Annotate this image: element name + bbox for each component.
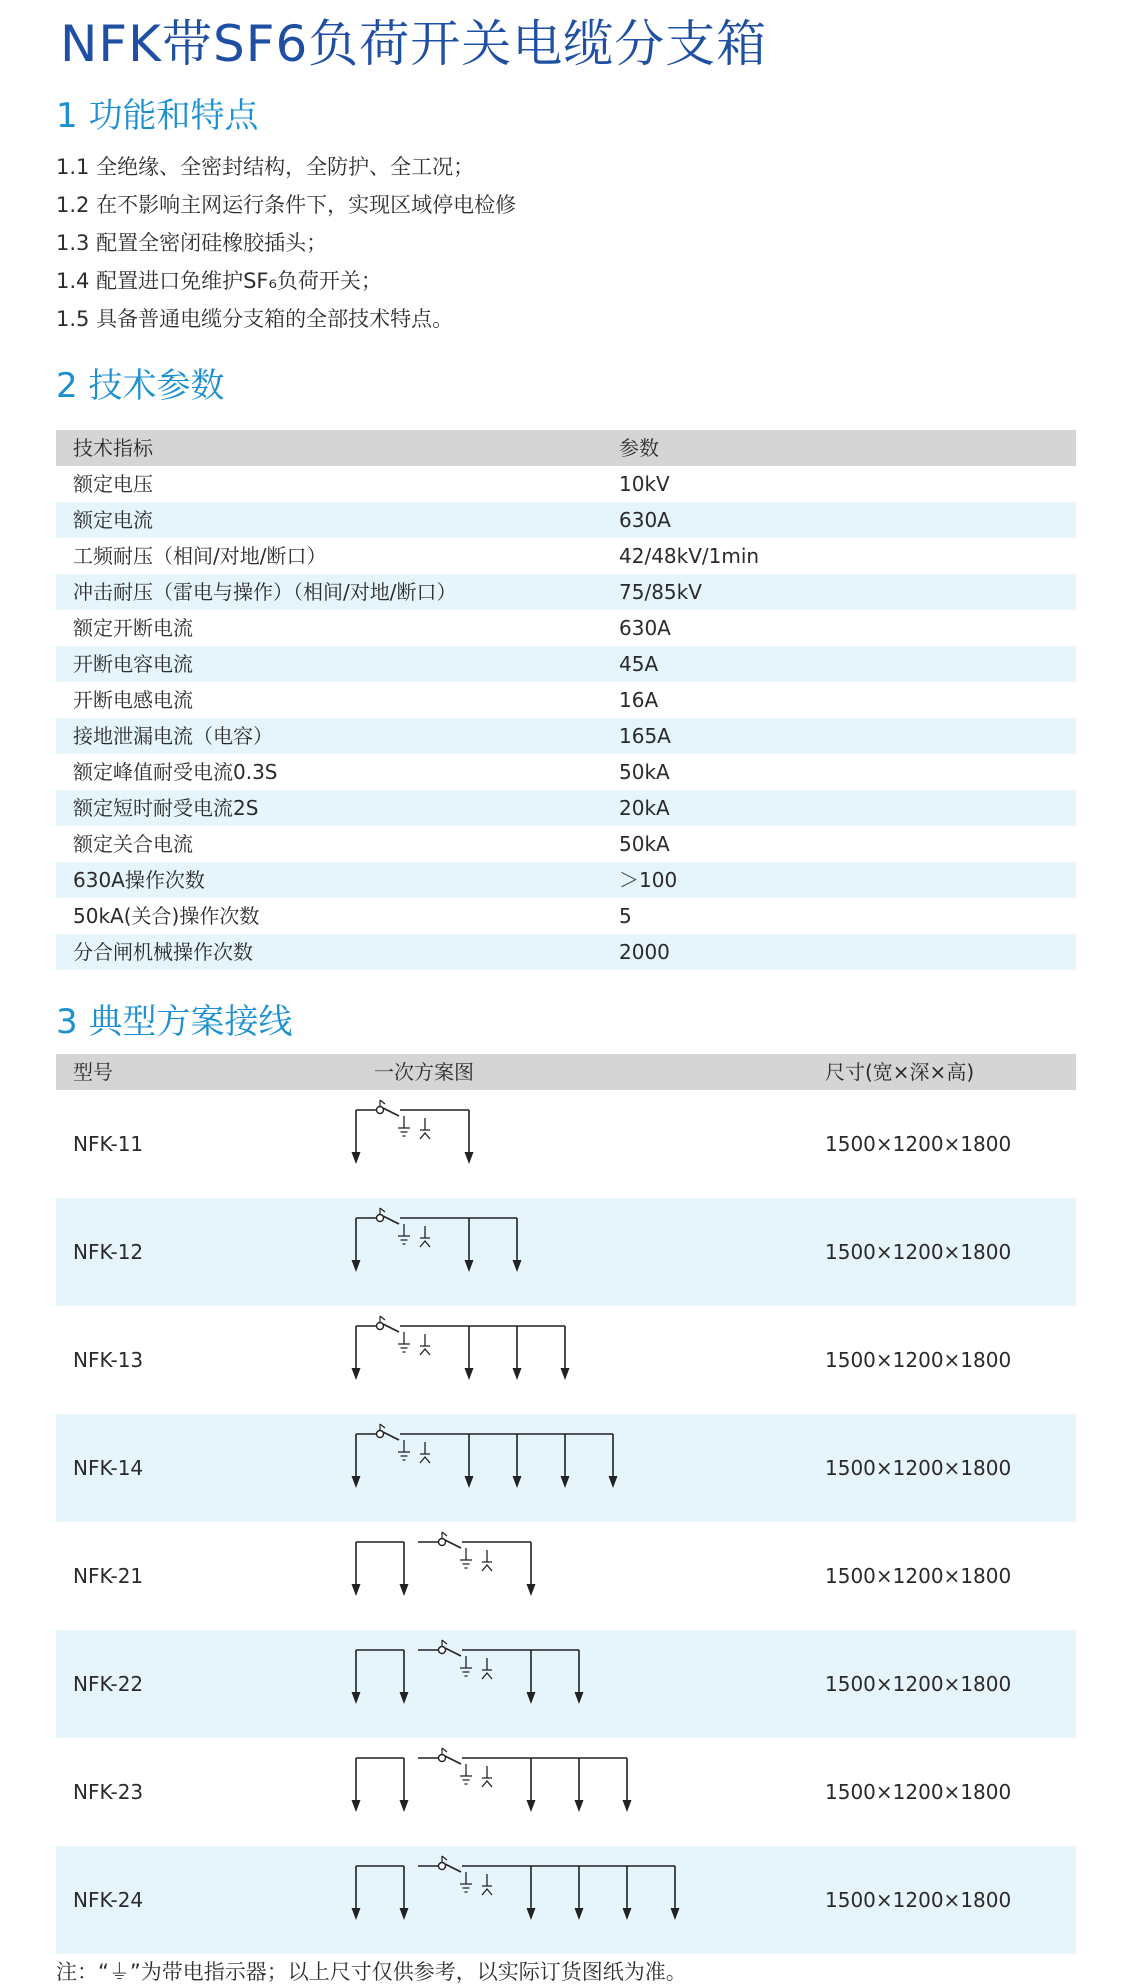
- scheme-model: NFK-11: [73, 1132, 144, 1156]
- feature-item: 1.5 具备普通电缆分支箱的全部技术特点。: [56, 307, 454, 331]
- table-row: [56, 934, 1076, 970]
- switch-blade-icon: [383, 1108, 399, 1116]
- live-indicator-icon: [420, 1226, 430, 1247]
- scheme-dimensions: 1500×1200×1800: [825, 1672, 1012, 1696]
- scheme-header-dims: 尺寸(宽×深×高): [825, 1060, 975, 1084]
- page-title: NFK带SF6负荷开关电缆分支箱: [60, 15, 768, 73]
- table-row: [56, 646, 1076, 682]
- table-row: [56, 898, 1076, 934]
- breaker-contact-icon: [377, 1431, 384, 1438]
- breaker-contact-icon: [377, 1323, 384, 1330]
- table-row: [56, 1198, 1076, 1306]
- cable-arrow-icon: [465, 1260, 474, 1272]
- spec-value: ＞100: [619, 868, 678, 892]
- table-row: [56, 466, 1076, 502]
- spec-value: 45A: [619, 652, 659, 676]
- operating-mechanism-icon: [442, 1640, 447, 1646]
- spec-value: 10kV: [619, 472, 670, 496]
- spec-table-header: [56, 430, 1076, 466]
- spec-header-value: 参数: [619, 436, 659, 460]
- cable-arrow-icon: [352, 1152, 361, 1164]
- table-row: [56, 754, 1076, 790]
- live-indicator-icon: [482, 1550, 492, 1571]
- cable-arrow-icon: [527, 1908, 536, 1920]
- single-line-diagram: [356, 1630, 686, 1738]
- switch-blade-icon: [383, 1324, 399, 1332]
- spec-indicator: 分合闸机械操作次数: [73, 940, 253, 964]
- single-line-diagram: [356, 1414, 686, 1522]
- cable-arrow-icon: [400, 1584, 409, 1596]
- cable-arrow-icon: [513, 1368, 522, 1380]
- spec-value: 50kA: [619, 832, 670, 856]
- table-row: [56, 790, 1076, 826]
- cable-arrow-icon: [561, 1476, 570, 1488]
- breaker-contact-icon: [439, 1647, 446, 1654]
- operating-mechanism-icon: [380, 1208, 385, 1214]
- table-row: [56, 1522, 1076, 1630]
- live-indicator-icon: [420, 1442, 430, 1463]
- cable-arrow-icon: [465, 1152, 474, 1164]
- spec-indicator: 630A操作次数: [73, 868, 205, 892]
- footnote: 注：“⏚”为带电指示器；以上尺寸仅供参考，以实际订货图纸为准。: [56, 1960, 687, 1984]
- cable-arrow-icon: [400, 1800, 409, 1812]
- spec-value: 630A: [619, 508, 671, 532]
- scheme-dimensions: 1500×1200×1800: [825, 1888, 1012, 1912]
- table-row: [56, 502, 1076, 538]
- live-indicator-icon: [482, 1874, 492, 1895]
- scheme-header-diagram: 一次方案图: [374, 1060, 474, 1084]
- cable-arrow-icon: [400, 1692, 409, 1704]
- ground-switch-icon: [398, 1116, 410, 1136]
- scheme-dimensions: 1500×1200×1800: [825, 1564, 1012, 1588]
- spec-indicator: 开断电容电流: [73, 652, 193, 676]
- cable-arrow-icon: [465, 1368, 474, 1380]
- scheme-model: NFK-22: [73, 1672, 144, 1696]
- scheme-table-header: [56, 1054, 1076, 1090]
- spec-value: 165A: [619, 724, 671, 748]
- live-indicator-icon: [482, 1658, 492, 1679]
- operating-mechanism-icon: [380, 1316, 385, 1322]
- spec-table: [56, 430, 1076, 970]
- cable-arrow-icon: [609, 1476, 618, 1488]
- table-row: [56, 1846, 1076, 1954]
- scheme-dimensions: 1500×1200×1800: [825, 1132, 1012, 1156]
- scheme-dimensions: 1500×1200×1800: [825, 1456, 1012, 1480]
- operating-mechanism-icon: [442, 1532, 447, 1538]
- feature-item: 1.2 在不影响主网运行条件下，实现区域停电检修: [56, 193, 517, 217]
- ground-switch-icon: [460, 1764, 472, 1784]
- cable-arrow-icon: [527, 1800, 536, 1812]
- single-line-diagram: [356, 1306, 686, 1414]
- single-line-diagram: [356, 1738, 686, 1846]
- single-line-diagram: [356, 1522, 686, 1630]
- breaker-contact-icon: [439, 1863, 446, 1870]
- scheme-model: NFK-24: [73, 1888, 144, 1912]
- table-row: [56, 1090, 1076, 1198]
- cable-arrow-icon: [623, 1908, 632, 1920]
- table-row: [56, 1306, 1076, 1414]
- cable-arrow-icon: [527, 1584, 536, 1596]
- live-indicator-icon: [420, 1334, 430, 1355]
- table-row: [56, 718, 1076, 754]
- spec-value: 630A: [619, 616, 671, 640]
- scheme-model: NFK-23: [73, 1780, 144, 1804]
- spec-value: 50kA: [619, 760, 670, 784]
- section-title-schemes: 3 典型方案接线: [56, 1002, 293, 1042]
- scheme-table: [56, 1090, 1076, 1954]
- cable-arrow-icon: [623, 1800, 632, 1812]
- ground-switch-icon: [460, 1548, 472, 1568]
- breaker-contact-icon: [377, 1215, 384, 1222]
- table-row: [56, 682, 1076, 718]
- live-indicator-icon: [482, 1766, 492, 1787]
- features-list: [56, 148, 1056, 338]
- scheme-model: NFK-12: [73, 1240, 144, 1264]
- cable-arrow-icon: [671, 1908, 680, 1920]
- scheme-model: NFK-21: [73, 1564, 144, 1588]
- feature-item: 1.3 配置全密闭硅橡胶插头；: [56, 231, 328, 255]
- cable-arrow-icon: [400, 1908, 409, 1920]
- cable-arrow-icon: [513, 1260, 522, 1272]
- single-line-diagram: [356, 1198, 686, 1306]
- switch-blade-icon: [445, 1648, 461, 1656]
- spec-indicator: 额定电压: [73, 472, 153, 496]
- ground-switch-icon: [460, 1656, 472, 1676]
- breaker-contact-icon: [439, 1539, 446, 1546]
- section-title-features: 1 功能和特点: [56, 96, 259, 136]
- ground-switch-icon: [398, 1224, 410, 1244]
- spec-indicator: 额定开断电流: [73, 616, 193, 640]
- cable-arrow-icon: [465, 1476, 474, 1488]
- spec-indicator: 冲击耐压（雷电与操作）（相间/对地/断口）: [73, 580, 457, 604]
- spec-value: 42/48kV/1min: [619, 544, 760, 568]
- scheme-header-model: 型号: [73, 1060, 113, 1084]
- operating-mechanism-icon: [442, 1748, 447, 1754]
- switch-blade-icon: [445, 1864, 461, 1872]
- table-row: [56, 574, 1076, 610]
- spec-value: 16A: [619, 688, 659, 712]
- spec-indicator: 额定电流: [73, 508, 153, 532]
- table-row: [56, 1630, 1076, 1738]
- cable-arrow-icon: [352, 1584, 361, 1596]
- cable-arrow-icon: [575, 1908, 584, 1920]
- ground-switch-icon: [398, 1440, 410, 1460]
- switch-blade-icon: [445, 1540, 461, 1548]
- cable-arrow-icon: [352, 1368, 361, 1380]
- spec-value: 2000: [619, 940, 670, 964]
- cable-arrow-icon: [575, 1800, 584, 1812]
- table-row: [56, 610, 1076, 646]
- single-line-diagram: [356, 1846, 686, 1954]
- scheme-dimensions: 1500×1200×1800: [825, 1240, 1012, 1264]
- spec-indicator: 额定短时耐受电流2S: [73, 796, 259, 820]
- ground-switch-icon: [460, 1872, 472, 1892]
- table-row: [56, 538, 1076, 574]
- spec-indicator: 工频耐压（相间/对地/断口）: [73, 544, 327, 568]
- cable-arrow-icon: [527, 1692, 536, 1704]
- spec-header-indicator: 技术指标: [73, 436, 153, 460]
- spec-indicator: 50kA(关合)操作次数: [73, 904, 260, 928]
- scheme-model: NFK-13: [73, 1348, 144, 1372]
- section-title-params: 2 技术参数: [56, 366, 225, 406]
- operating-mechanism-icon: [380, 1100, 385, 1106]
- switch-blade-icon: [383, 1432, 399, 1440]
- table-row: [56, 1738, 1076, 1846]
- table-row: [56, 1414, 1076, 1522]
- spec-indicator: 接地泄漏电流（电容）: [73, 724, 273, 748]
- scheme-dimensions: 1500×1200×1800: [825, 1348, 1012, 1372]
- breaker-contact-icon: [439, 1755, 446, 1762]
- breaker-contact-icon: [377, 1107, 384, 1114]
- cable-arrow-icon: [561, 1368, 570, 1380]
- cable-arrow-icon: [352, 1692, 361, 1704]
- operating-mechanism-icon: [380, 1424, 385, 1430]
- table-row: [56, 826, 1076, 862]
- table-row: [56, 862, 1076, 898]
- spec-indicator: 开断电感电流: [73, 688, 193, 712]
- switch-blade-icon: [445, 1756, 461, 1764]
- spec-value: 5: [619, 904, 632, 928]
- feature-item: 1.1 全绝缘、全密封结构，全防护、全工况；: [56, 155, 475, 179]
- operating-mechanism-icon: [442, 1856, 447, 1862]
- cable-arrow-icon: [575, 1692, 584, 1704]
- cable-arrow-icon: [352, 1476, 361, 1488]
- spec-indicator: 额定关合电流: [73, 832, 193, 856]
- cable-arrow-icon: [352, 1908, 361, 1920]
- feature-item: 1.4 配置进口免维护SF₆负荷开关；: [56, 269, 382, 293]
- cable-arrow-icon: [352, 1800, 361, 1812]
- ground-switch-icon: [398, 1332, 410, 1352]
- live-indicator-icon: [420, 1118, 430, 1139]
- spec-indicator: 额定峰值耐受电流0.3S: [73, 760, 278, 784]
- single-line-diagram: [356, 1090, 686, 1198]
- cable-arrow-icon: [352, 1260, 361, 1272]
- spec-value: 75/85kV: [619, 580, 702, 604]
- switch-blade-icon: [383, 1216, 399, 1224]
- spec-value: 20kA: [619, 796, 670, 820]
- scheme-dimensions: 1500×1200×1800: [825, 1780, 1012, 1804]
- scheme-model: NFK-14: [73, 1456, 144, 1480]
- cable-arrow-icon: [513, 1476, 522, 1488]
